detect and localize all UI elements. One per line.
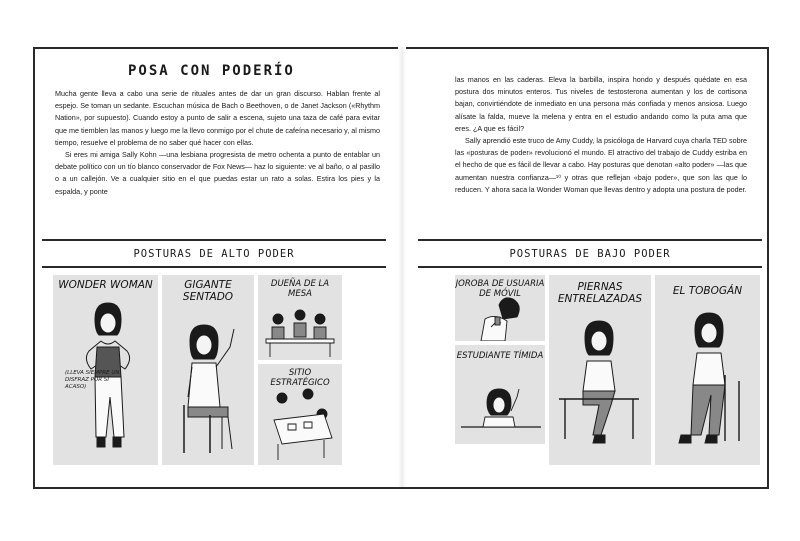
right-paragraph-1: las manos en las caderas. Eleva la barbilla, inspira hondo y después quédate en esa postura dos minutos enteros. Tus niveles de testosterona aumentan y los de cortisona bajan, convirtiéndote de inmediato en una persona más confiada y menos ansiosa. Luego alísate la falda, mueve la melena y entra en el estudio andando como la puta ama que eres. ¿A que es fácil? [455,75,747,133]
label-gigante-sentado: GIGANTE SENTADO [182,279,234,303]
low-power-bottom-rule [418,266,762,268]
low-power-top-rule [418,239,762,241]
low-power-title: POSTURAS DE BAJO PODER [509,248,671,260]
label-tobogan: EL TOBOGÁN [672,285,743,297]
panel-joroba [455,275,545,341]
book-gutter [398,47,406,487]
note-wonder-woman: (LLEVA SIEMPRE UN DISFRAZ POR SI ACASO) [65,370,120,390]
panel-duena-mesa [258,275,342,360]
page-heading: POSA CON PODERÍO [128,63,295,79]
tobogan-figure [655,275,760,465]
panel-wonder-woman [53,275,158,465]
panel-estudiante [455,345,545,444]
panel-gigante-sentado [162,275,254,465]
high-power-top-rule [42,239,386,241]
label-joroba: JOROBA DE USUARIA DE MÓVIL [455,279,545,299]
frame-left-edge [33,47,35,487]
panel-piernas [549,275,651,465]
label-piernas: PIERNAS ENTRELAZADAS [557,281,643,305]
panel-sitio-estrategico [258,364,342,465]
left-text-column [55,88,380,198]
panel-tobogan [655,275,760,465]
right-text-column [455,74,747,196]
frame-right-edge [767,47,769,487]
label-wonder-woman: WONDER WOMAN [58,279,153,291]
high-power-title: POSTURAS DE ALTO PODER [133,248,295,260]
label-sitio-estrategico: SITIO ESTRATÉGICO [270,368,330,388]
right-paragraph-2: Sally aprendió este truco de Amy Cuddy, la psicóloga de Harvard cuya charla TED sobre las «posturas de poder» revolucionó el mundo. El atractivo del trabajo de Cuddy estriba en el hecho de que es fácil de llevar a cabo. Hay posturas que denotan «alto poder» —las que aumentan nuestra confianza—¹⁰ y otras que reflejan «bajo poder», que son las que lo reducen. Y ahora saca la Wonder Woman que llevas dentro y adopta una postura de poder. [455,136,747,194]
label-duena-mesa: DUEÑA DE LA MESA [270,279,330,299]
left-paragraph-1: Mucha gente lleva a cabo una serie de rituales antes de dar un gran discurso. Hablan frente al espejo. Se toman un sedante. Escuchan música de Bach o Beethoven, o de Janet Jackson («Rhythm Nation», por supuesto). Cuando estoy a punto de salir a escena, sujeto una taza de café para evitar que me tiemblen las manos y luego me la llevo conmigo por el chute de cafeína necesario y, al mismo tiempo, resuelve el problema de no saber qué hacer con ellas. [55,89,380,147]
left-paragraph-2: Si eres mi amiga Sally Kohn —una lesbiana progresista de metro ochenta a punto de entablar un debate político con un tío blanco conservador de Fox News— haz lo siguiente: ve al baño, o al pasillo o a un callejón. Ve a cualquier sitio en el que puedas estar un rato a solas. Estira los pies y la espalda, y ponte [55,150,380,196]
gigante-sentado-figure [162,275,254,465]
high-power-bottom-rule [42,266,386,268]
label-estudiante: ESTUDIANTE TÍMIDA [456,351,544,361]
